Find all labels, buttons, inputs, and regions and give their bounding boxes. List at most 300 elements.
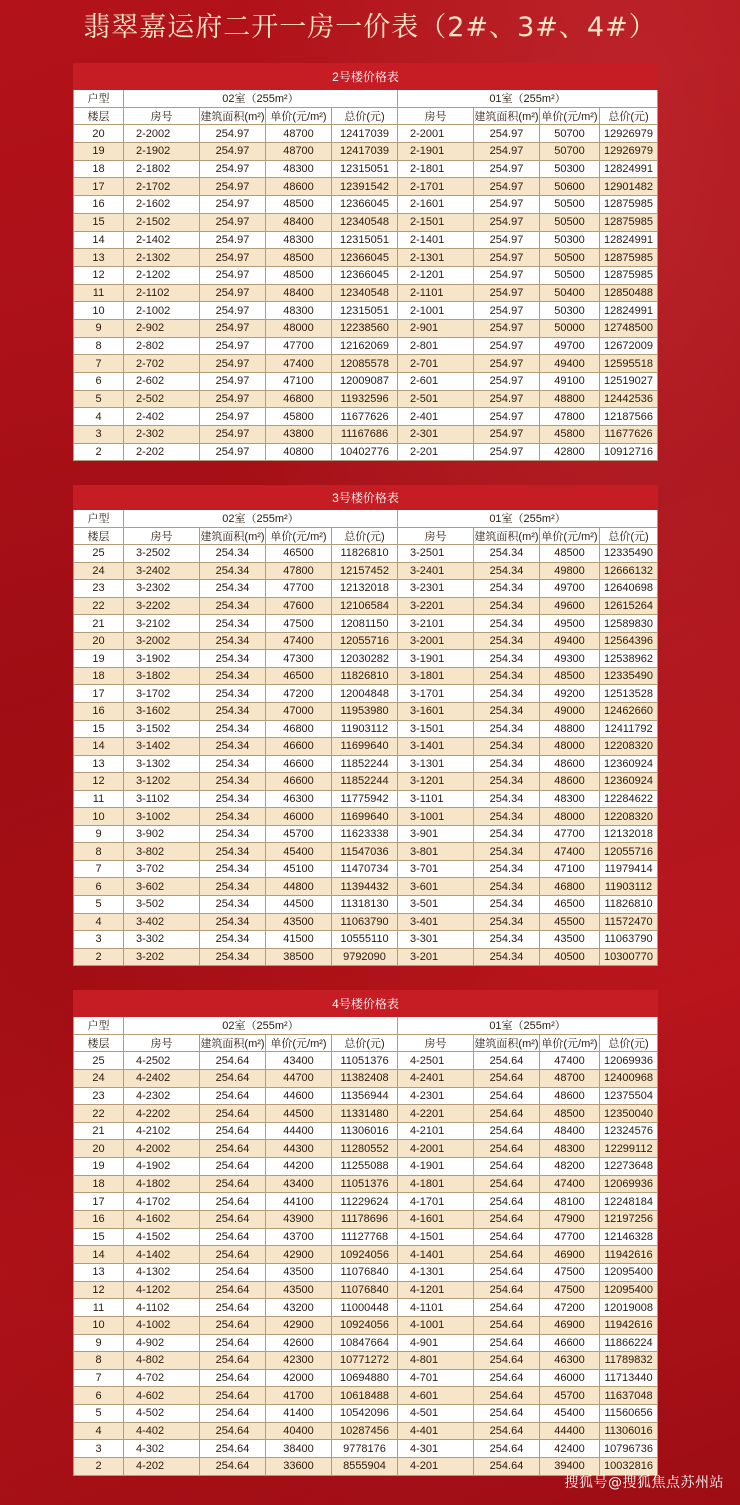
floor-label: 楼层 xyxy=(74,527,124,545)
room-cell: 4-1601 xyxy=(398,1211,474,1229)
floor-cell: 12 xyxy=(74,773,124,791)
total-price-cell: 12132018 xyxy=(332,580,398,598)
column-header: 房号 xyxy=(124,1034,200,1052)
floor-cell: 3 xyxy=(74,1440,124,1458)
area-cell: 254.34 xyxy=(200,615,266,633)
room-cell: 2-2001 xyxy=(398,125,474,143)
floor-cell: 10 xyxy=(74,808,124,826)
room-cell: 2-902 xyxy=(124,319,200,337)
total-price-cell: 12417039 xyxy=(332,143,398,161)
area-cell: 254.34 xyxy=(474,580,540,598)
area-cell: 254.64 xyxy=(200,1334,266,1352)
unit-price-cell: 46500 xyxy=(540,896,600,914)
unit-price-cell: 42400 xyxy=(540,1440,600,1458)
unit-price-cell: 49400 xyxy=(540,355,600,373)
total-price-cell: 11852244 xyxy=(332,773,398,791)
area-cell: 254.97 xyxy=(200,213,266,231)
area-cell: 254.64 xyxy=(474,1281,540,1299)
table-row xyxy=(74,1352,658,1370)
area-cell: 254.34 xyxy=(474,667,540,685)
total-price-cell: 11051376 xyxy=(332,1052,398,1070)
area-cell: 254.97 xyxy=(474,143,540,161)
unit-price-cell: 44500 xyxy=(266,1105,332,1123)
total-price-cell: 12360924 xyxy=(600,755,658,773)
area-cell: 254.97 xyxy=(200,249,266,267)
table-row xyxy=(74,355,658,373)
total-price-cell: 12055716 xyxy=(600,843,658,861)
room-cell: 4-1702 xyxy=(124,1193,200,1211)
area-cell: 254.97 xyxy=(474,196,540,214)
room-cell: 3-2102 xyxy=(124,615,200,633)
type-label: 户型 xyxy=(74,90,124,108)
area-cell: 254.34 xyxy=(474,808,540,826)
total-price-cell: 10924056 xyxy=(332,1316,398,1334)
area-cell: 254.64 xyxy=(474,1299,540,1317)
room-cell: 2-1301 xyxy=(398,249,474,267)
unit-price-cell: 49000 xyxy=(540,703,600,721)
room-cell: 4-1201 xyxy=(398,1281,474,1299)
total-price-cell: 12417039 xyxy=(332,125,398,143)
total-price-cell: 12208320 xyxy=(600,808,658,826)
table-row xyxy=(74,443,658,461)
room-cell: 3-1701 xyxy=(398,685,474,703)
total-price-cell: 11382408 xyxy=(332,1069,398,1087)
room-cell: 4-301 xyxy=(398,1440,474,1458)
total-price-cell: 12315051 xyxy=(332,160,398,178)
unit-price-cell: 47000 xyxy=(266,703,332,721)
floor-cell: 25 xyxy=(74,1052,124,1070)
unit-price-cell: 44700 xyxy=(266,1069,332,1087)
area-cell: 254.34 xyxy=(200,562,266,580)
total-price-cell: 12901482 xyxy=(600,178,658,196)
total-price-cell: 11280552 xyxy=(332,1140,398,1158)
unit-price-cell: 46500 xyxy=(266,545,332,563)
floor-cell: 12 xyxy=(74,266,124,284)
unit-price-cell: 41400 xyxy=(266,1405,332,1423)
unit-price-cell: 47700 xyxy=(540,825,600,843)
area-cell: 254.34 xyxy=(474,650,540,668)
room-cell: 2-202 xyxy=(124,443,200,461)
room-cell: 2-1701 xyxy=(398,178,474,196)
total-price-cell: 12589830 xyxy=(600,615,658,633)
unit-price-cell: 50300 xyxy=(540,302,600,320)
total-price-cell: 12462660 xyxy=(600,703,658,721)
floor-cell: 5 xyxy=(74,390,124,408)
total-price-cell: 12069936 xyxy=(600,1175,658,1193)
total-price-cell: 12824991 xyxy=(600,231,658,249)
unit-price-cell: 47800 xyxy=(266,562,332,580)
unit-price-cell: 47300 xyxy=(266,650,332,668)
unit-price-cell: 48300 xyxy=(540,790,600,808)
room-cell: 4-701 xyxy=(398,1369,474,1387)
area-cell: 254.64 xyxy=(474,1228,540,1246)
total-price-cell: 11699640 xyxy=(332,738,398,756)
room-cell: 2-502 xyxy=(124,390,200,408)
room-cell: 3-701 xyxy=(398,860,474,878)
total-price-cell: 11713440 xyxy=(600,1369,658,1387)
floor-cell: 23 xyxy=(74,1087,124,1105)
unit-price-cell: 47400 xyxy=(540,1052,600,1070)
area-cell: 254.34 xyxy=(200,773,266,791)
area-cell: 254.97 xyxy=(474,355,540,373)
table-row xyxy=(74,1334,658,1352)
table-row xyxy=(74,1246,658,1264)
floor-cell: 18 xyxy=(74,160,124,178)
table-row xyxy=(74,738,658,756)
area-cell: 254.97 xyxy=(200,408,266,426)
total-price-cell: 12146328 xyxy=(600,1228,658,1246)
floor-cell: 16 xyxy=(74,196,124,214)
unit-price-cell: 48400 xyxy=(266,284,332,302)
floor-cell: 24 xyxy=(74,1069,124,1087)
floor-cell: 17 xyxy=(74,1193,124,1211)
table-row xyxy=(74,825,658,843)
room-cell: 4-2102 xyxy=(124,1122,200,1140)
table-row xyxy=(74,650,658,668)
room-cell: 4-802 xyxy=(124,1352,200,1370)
total-price-cell: 11229624 xyxy=(332,1193,398,1211)
total-price-cell: 12315051 xyxy=(332,231,398,249)
unit-price-cell: 50500 xyxy=(540,196,600,214)
column-header: 建筑面积(m²) xyxy=(200,527,266,545)
area-cell: 254.64 xyxy=(474,1052,540,1070)
total-price-cell: 10300770 xyxy=(600,948,658,966)
room-cell: 2-401 xyxy=(398,408,474,426)
room-cell: 3-401 xyxy=(398,913,474,931)
room-cell: 4-1002 xyxy=(124,1316,200,1334)
total-price-cell: 12273648 xyxy=(600,1158,658,1176)
room-cell: 3-2502 xyxy=(124,545,200,563)
unit-price-cell: 43700 xyxy=(266,1228,332,1246)
total-price-cell: 11547036 xyxy=(332,843,398,861)
area-cell: 254.34 xyxy=(200,545,266,563)
unit-price-cell: 48600 xyxy=(540,1087,600,1105)
unit-price-cell: 47400 xyxy=(540,1175,600,1193)
unit-price-cell: 50400 xyxy=(540,284,600,302)
total-price-cell: 12055716 xyxy=(332,632,398,650)
floor-cell: 3 xyxy=(74,931,124,949)
room-cell: 2-601 xyxy=(398,373,474,391)
unit-01-header: 01室（255m²） xyxy=(398,90,658,108)
room-cell: 2-701 xyxy=(398,355,474,373)
floor-cell: 18 xyxy=(74,1175,124,1193)
total-price-cell: 11903112 xyxy=(600,878,658,896)
unit-price-cell: 42900 xyxy=(266,1246,332,1264)
total-price-cell: 12615264 xyxy=(600,597,658,615)
table-row xyxy=(74,931,658,949)
total-price-cell: 11076840 xyxy=(332,1263,398,1281)
unit-price-cell: 48600 xyxy=(540,755,600,773)
area-cell: 254.64 xyxy=(200,1105,266,1123)
area-cell: 254.64 xyxy=(200,1263,266,1281)
unit-price-cell: 44500 xyxy=(266,896,332,914)
unit-price-cell: 46300 xyxy=(266,790,332,808)
unit-01-header: 01室（255m²） xyxy=(398,1017,658,1035)
area-cell: 254.64 xyxy=(200,1405,266,1423)
floor-cell: 21 xyxy=(74,615,124,633)
unit-price-cell: 44800 xyxy=(266,878,332,896)
room-cell: 3-602 xyxy=(124,878,200,896)
room-cell: 2-1102 xyxy=(124,284,200,302)
room-cell: 2-1902 xyxy=(124,143,200,161)
room-cell: 3-302 xyxy=(124,931,200,949)
area-cell: 254.97 xyxy=(474,426,540,444)
area-cell: 254.34 xyxy=(200,878,266,896)
price-table xyxy=(73,990,658,1476)
area-cell: 254.64 xyxy=(474,1069,540,1087)
floor-cell: 22 xyxy=(74,597,124,615)
total-price-cell: 12187566 xyxy=(600,408,658,426)
total-price-cell: 12208320 xyxy=(600,738,658,756)
unit-price-cell: 46000 xyxy=(266,808,332,826)
room-cell: 4-1101 xyxy=(398,1299,474,1317)
total-price-cell: 12375504 xyxy=(600,1087,658,1105)
total-price-cell: 12095400 xyxy=(600,1281,658,1299)
total-price-cell: 12666132 xyxy=(600,562,658,580)
floor-cell: 19 xyxy=(74,1158,124,1176)
table-row xyxy=(74,615,658,633)
area-cell: 254.34 xyxy=(200,860,266,878)
room-cell: 3-1502 xyxy=(124,720,200,738)
room-cell: 4-1102 xyxy=(124,1299,200,1317)
table-row xyxy=(74,408,658,426)
floor-cell: 4 xyxy=(74,913,124,931)
area-cell: 254.64 xyxy=(474,1105,540,1123)
room-cell: 3-1002 xyxy=(124,808,200,826)
floor-cell: 14 xyxy=(74,231,124,249)
table-row xyxy=(74,1105,658,1123)
area-cell: 254.64 xyxy=(200,1052,266,1070)
area-cell: 254.64 xyxy=(474,1458,540,1476)
room-cell: 4-1302 xyxy=(124,1263,200,1281)
unit-price-cell: 46800 xyxy=(266,720,332,738)
table-row xyxy=(74,597,658,615)
area-cell: 254.64 xyxy=(200,1352,266,1370)
table-row xyxy=(74,249,658,267)
total-price-cell: 11942616 xyxy=(600,1246,658,1264)
area-cell: 254.64 xyxy=(200,1069,266,1087)
total-price-cell: 12081150 xyxy=(332,615,398,633)
room-cell: 3-1902 xyxy=(124,650,200,668)
room-cell: 2-1202 xyxy=(124,266,200,284)
area-cell: 254.97 xyxy=(200,337,266,355)
total-price-cell: 12350040 xyxy=(600,1105,658,1123)
unit-price-cell: 44200 xyxy=(266,1158,332,1176)
area-cell: 254.97 xyxy=(200,196,266,214)
unit-price-cell: 46600 xyxy=(266,755,332,773)
room-cell: 2-1502 xyxy=(124,213,200,231)
total-price-cell: 12850488 xyxy=(600,284,658,302)
table-row xyxy=(74,685,658,703)
total-price-cell: 10032816 xyxy=(600,1458,658,1476)
unit-price-cell: 49700 xyxy=(540,580,600,598)
room-cell: 3-1802 xyxy=(124,667,200,685)
column-header: 房号 xyxy=(124,527,200,545)
room-cell: 3-1401 xyxy=(398,738,474,756)
total-price-cell: 12824991 xyxy=(600,160,658,178)
total-price-cell: 11637048 xyxy=(600,1387,658,1405)
unit-price-cell: 46800 xyxy=(266,390,332,408)
column-header: 总价(元) xyxy=(600,527,658,545)
room-cell: 3-1101 xyxy=(398,790,474,808)
unit-price-cell: 48100 xyxy=(540,1193,600,1211)
area-cell: 254.34 xyxy=(200,843,266,861)
floor-cell: 13 xyxy=(74,249,124,267)
area-cell: 254.97 xyxy=(474,337,540,355)
unit-price-cell: 47400 xyxy=(540,843,600,861)
price-table xyxy=(73,63,658,461)
room-cell: 3-1602 xyxy=(124,703,200,721)
room-cell: 3-1601 xyxy=(398,703,474,721)
total-price-cell: 12009087 xyxy=(332,373,398,391)
total-price-cell: 12030282 xyxy=(332,650,398,668)
total-price-cell: 12340548 xyxy=(332,284,398,302)
total-price-cell: 11051376 xyxy=(332,1175,398,1193)
table-row xyxy=(74,667,658,685)
column-header: 房号 xyxy=(398,527,474,545)
floor-cell: 10 xyxy=(74,302,124,320)
floor-cell: 23 xyxy=(74,580,124,598)
floor-cell: 8 xyxy=(74,843,124,861)
floor-cell: 7 xyxy=(74,1369,124,1387)
area-cell: 254.34 xyxy=(200,667,266,685)
area-cell: 254.97 xyxy=(200,390,266,408)
area-cell: 254.64 xyxy=(200,1175,266,1193)
area-cell: 254.64 xyxy=(200,1228,266,1246)
table-row xyxy=(74,1087,658,1105)
table-row xyxy=(74,390,658,408)
unit-price-cell: 47700 xyxy=(540,1228,600,1246)
floor-cell: 6 xyxy=(74,373,124,391)
area-cell: 254.64 xyxy=(474,1422,540,1440)
total-price-cell: 11178696 xyxy=(332,1211,398,1229)
unit-price-cell: 43400 xyxy=(266,1052,332,1070)
room-cell: 2-1601 xyxy=(398,196,474,214)
unit-price-cell: 49100 xyxy=(540,373,600,391)
room-cell: 2-2002 xyxy=(124,125,200,143)
total-price-cell: 11953980 xyxy=(332,703,398,721)
area-cell: 254.97 xyxy=(200,266,266,284)
area-cell: 254.64 xyxy=(200,1140,266,1158)
room-cell: 2-1401 xyxy=(398,231,474,249)
room-cell: 4-2202 xyxy=(124,1105,200,1123)
unit-price-cell: 42300 xyxy=(266,1352,332,1370)
total-price-cell: 11560656 xyxy=(600,1405,658,1423)
total-price-cell: 10618488 xyxy=(332,1387,398,1405)
area-cell: 254.34 xyxy=(200,896,266,914)
unit-price-cell: 47600 xyxy=(266,597,332,615)
floor-cell: 16 xyxy=(74,703,124,721)
table-row xyxy=(74,143,658,161)
room-cell: 4-1802 xyxy=(124,1175,200,1193)
table-row xyxy=(74,1193,658,1211)
area-cell: 254.34 xyxy=(474,931,540,949)
area-cell: 254.34 xyxy=(200,632,266,650)
area-cell: 254.34 xyxy=(474,720,540,738)
floor-cell: 6 xyxy=(74,1387,124,1405)
area-cell: 254.97 xyxy=(474,408,540,426)
unit-price-cell: 49600 xyxy=(540,597,600,615)
area-cell: 254.64 xyxy=(474,1352,540,1370)
unit-price-cell: 48400 xyxy=(540,1122,600,1140)
unit-price-cell: 42600 xyxy=(266,1334,332,1352)
type-label: 户型 xyxy=(74,1017,124,1035)
room-cell: 3-2001 xyxy=(398,632,474,650)
room-cell: 3-1501 xyxy=(398,720,474,738)
floor-cell: 13 xyxy=(74,1263,124,1281)
floor-cell: 14 xyxy=(74,1246,124,1264)
table-row xyxy=(74,562,658,580)
table-row xyxy=(74,1281,658,1299)
area-cell: 254.34 xyxy=(200,808,266,826)
column-header: 建筑面积(m²) xyxy=(200,1034,266,1052)
area-cell: 254.97 xyxy=(200,443,266,461)
unit-price-cell: 48600 xyxy=(540,773,600,791)
unit-price-cell: 47500 xyxy=(540,1263,600,1281)
unit-price-cell: 48700 xyxy=(266,143,332,161)
column-header: 建筑面积(m²) xyxy=(200,107,266,125)
unit-price-cell: 46000 xyxy=(540,1369,600,1387)
room-cell: 4-1801 xyxy=(398,1175,474,1193)
unit-price-cell: 45500 xyxy=(540,913,600,931)
table-title: 3号楼价格表 xyxy=(74,486,658,510)
room-cell: 3-1702 xyxy=(124,685,200,703)
unit-price-cell: 48700 xyxy=(540,1069,600,1087)
unit-price-cell: 49800 xyxy=(540,562,600,580)
table-row xyxy=(74,319,658,337)
room-cell: 2-901 xyxy=(398,319,474,337)
column-header: 房号 xyxy=(398,1034,474,1052)
total-price-cell: 11356944 xyxy=(332,1087,398,1105)
total-price-cell: 10924056 xyxy=(332,1246,398,1264)
floor-cell: 5 xyxy=(74,1405,124,1423)
area-cell: 254.34 xyxy=(474,878,540,896)
room-cell: 4-901 xyxy=(398,1334,474,1352)
total-price-cell: 11789832 xyxy=(600,1352,658,1370)
room-cell: 4-1401 xyxy=(398,1246,474,1264)
room-cell: 4-702 xyxy=(124,1369,200,1387)
room-cell: 3-1301 xyxy=(398,755,474,773)
unit-price-cell: 48700 xyxy=(266,125,332,143)
total-price-cell: 11979414 xyxy=(600,860,658,878)
area-cell: 254.34 xyxy=(474,913,540,931)
total-price-cell: 12875985 xyxy=(600,266,658,284)
area-cell: 254.97 xyxy=(474,319,540,337)
area-cell: 254.64 xyxy=(200,1122,266,1140)
floor-cell: 13 xyxy=(74,755,124,773)
unit-price-cell: 49500 xyxy=(540,615,600,633)
room-cell: 4-201 xyxy=(398,1458,474,1476)
floor-cell: 20 xyxy=(74,632,124,650)
room-cell: 3-1102 xyxy=(124,790,200,808)
area-cell: 254.34 xyxy=(474,562,540,580)
unit-price-cell: 44600 xyxy=(266,1087,332,1105)
room-cell: 3-2301 xyxy=(398,580,474,598)
unit-price-cell: 50700 xyxy=(540,143,600,161)
area-cell: 254.34 xyxy=(200,825,266,843)
total-price-cell: 12085578 xyxy=(332,355,398,373)
total-price-cell: 12564396 xyxy=(600,632,658,650)
total-price-cell: 11306016 xyxy=(332,1122,398,1140)
total-price-cell: 12335490 xyxy=(600,667,658,685)
area-cell: 254.34 xyxy=(474,755,540,773)
total-price-cell: 11866224 xyxy=(600,1334,658,1352)
area-cell: 254.64 xyxy=(474,1334,540,1352)
unit-price-cell: 40400 xyxy=(266,1422,332,1440)
column-header: 建筑面积(m²) xyxy=(474,527,540,545)
area-cell: 254.97 xyxy=(200,178,266,196)
total-price-cell: 12538962 xyxy=(600,650,658,668)
